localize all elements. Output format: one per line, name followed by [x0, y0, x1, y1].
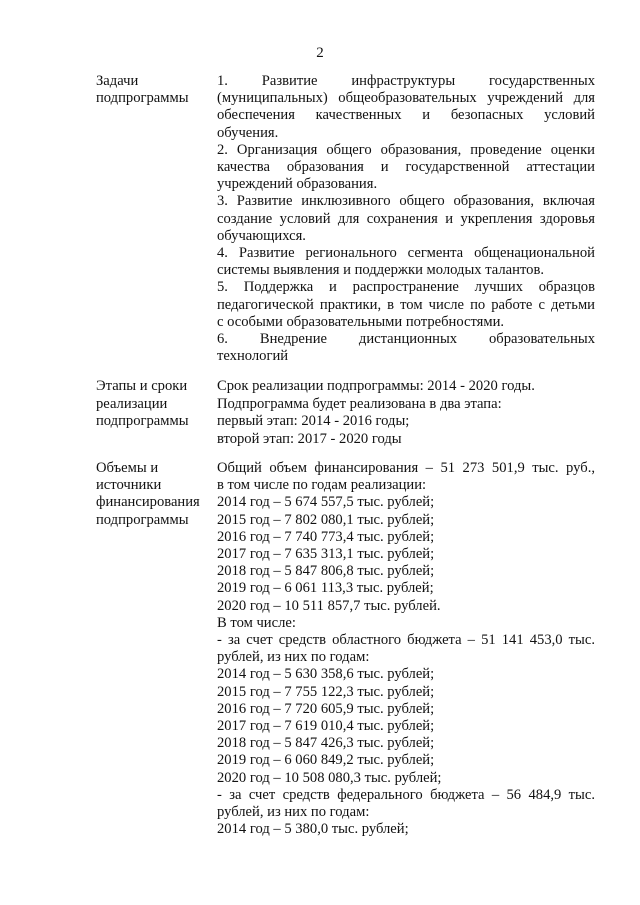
label-line: подпрограммы	[96, 413, 189, 430]
text-line: 2015 год – 7 755 122,3 тыс. рублей;	[217, 683, 435, 700]
text-line: 2015 год – 7 802 080,1 тыс. рублей;	[217, 511, 435, 528]
label-line: подпрограммы	[96, 90, 189, 107]
text-line: 2020 год – 10 508 080,3 тыс. рублей;	[217, 769, 442, 786]
text-line: первый этап: 2014 - 2016 годы;	[217, 413, 410, 430]
text-line: с особыми образовательными потребностями.	[217, 313, 505, 330]
text-line: (муниципальных) общеобразовательных учреждений для	[217, 90, 595, 107]
text-line: 2014 год – 5 630 358,6 тыс. рублей;	[217, 666, 435, 683]
text-line: 2018 год – 5 847 806,8 тыс. рублей;	[217, 563, 435, 580]
label-line: источники	[96, 477, 162, 494]
text-line: 2020 год – 10 511 857,7 тыс. рублей.	[217, 597, 441, 614]
text-line: Срок реализации подпрограммы: 2014 - 2020 годы.	[217, 378, 535, 394]
text-line: 2. Организация общего образования, проведение оценки	[217, 141, 595, 158]
text-line: системы выявления и поддержки молодых талантов.	[217, 262, 544, 279]
text-line: качества образования и государственной аттестации	[217, 159, 595, 176]
text-line: 2019 год – 6 061 113,3 тыс. рублей;	[217, 580, 434, 597]
text-line: 3. Развитие инклюзивного общего образования, включая	[217, 193, 595, 210]
text-line: В том числе:	[217, 614, 296, 631]
text-line: Подпрограмма будет реализована в два этапа:	[217, 395, 502, 412]
label-line: реализации	[96, 395, 168, 412]
text-line: второй этап: 2017 - 2020 годы	[217, 430, 402, 447]
text-line: 2017 год – 7 619 010,4 тыс. рублей;	[217, 718, 435, 735]
text-line: в том числе по годам реализации:	[217, 477, 427, 494]
text-line: 2014 год – 5 380,0 тыс. рублей;	[217, 821, 409, 838]
label-line: финансирования	[96, 494, 200, 511]
text-line: 2016 год – 7 720 605,9 тыс. рублей;	[217, 700, 435, 717]
text-line: 2017 год – 7 635 313,1 тыс. рублей;	[217, 546, 435, 563]
text-line: обучения.	[217, 124, 279, 141]
text-line: 2019 год – 6 060 849,2 тыс. рублей;	[217, 752, 435, 769]
text-line: технологий	[217, 348, 289, 365]
stages-content	[217, 378, 595, 448]
funding-label	[96, 460, 206, 529]
text-line: 2016 год – 7 740 773,4 тыс. рублей;	[217, 528, 435, 545]
label-line: подпрограммы	[96, 511, 189, 528]
text-line: Общий объем финансирования – 51 273 501,9 тыс. руб.,	[217, 460, 595, 476]
text-line: 2014 год – 5 674 557,5 тыс. рублей;	[217, 494, 435, 511]
text-line: 2018 год – 5 847 426,3 тыс. рублей;	[217, 735, 435, 752]
label-line: Задачи	[96, 73, 139, 89]
text-line: рублей, из них по годам:	[217, 649, 370, 666]
funding-content	[217, 460, 595, 838]
text-line: 4. Развитие регионального сегмента общенациональной	[217, 245, 595, 262]
text-line: обучающихся.	[217, 227, 306, 244]
text-line: - за счет средств областного бюджета – 51 141 453,0 тыс.	[217, 632, 595, 649]
text-line: учреждений образования.	[217, 176, 378, 193]
text-line: 6. Внедрение дистанционных образовательных	[217, 331, 595, 348]
tasks-content	[217, 73, 595, 365]
text-line: 5. Поддержка и распространение лучших образцов	[217, 279, 595, 296]
text-line: педагогической практики, в том числе по работе с детьми	[217, 296, 595, 313]
stages-label	[96, 378, 206, 431]
text-line: - за счет средств федерального бюджета – 56 484,9 тыс.	[217, 786, 595, 803]
page-number: 2	[316, 45, 324, 61]
text-line: 1. Развитие инфраструктуры государственных	[217, 73, 595, 89]
text-line: рублей, из них по годам:	[217, 804, 370, 821]
tasks-label	[96, 73, 206, 107]
text-line: создание условий для сохранения и укрепления здоровья	[217, 210, 595, 227]
text-line: обеспечения качественных и безопасных условий	[217, 107, 595, 124]
label-line: Этапы и сроки	[96, 378, 188, 394]
label-line: Объемы и	[96, 460, 159, 476]
